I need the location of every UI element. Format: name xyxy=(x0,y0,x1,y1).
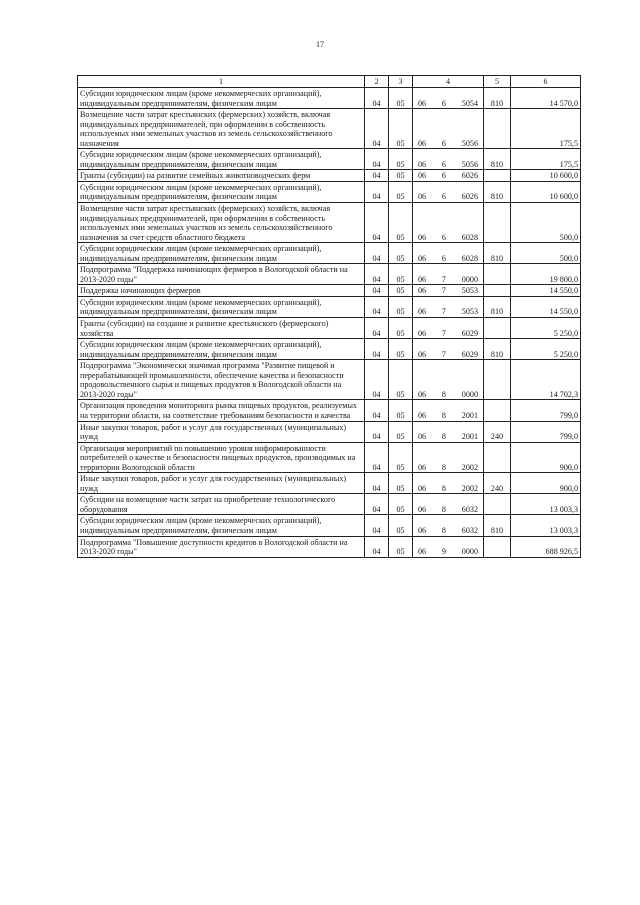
target-article-part: 06 xyxy=(418,389,427,399)
row-name: Субсидии на возмещение части затрат на приобретение технологического оборудования xyxy=(78,494,365,515)
section-code: 04 xyxy=(365,170,389,182)
target-article-part: 8 xyxy=(441,462,446,472)
subsection-code: 05 xyxy=(389,494,413,515)
target-article-code xyxy=(413,318,484,339)
table-row xyxy=(78,296,581,317)
target-article-parts xyxy=(415,139,481,149)
target-article-part: 5053 xyxy=(461,286,478,296)
target-article-part: 8 xyxy=(441,525,446,535)
target-article-part: 2002 xyxy=(461,462,478,472)
row-name: Субсидии юридическим лицам (кроме некоммерческих организаций), индивидуальным предпринимателям, физическим лицам xyxy=(78,296,365,317)
table-row xyxy=(78,181,581,202)
row-name: Организация мероприятий по повышению уровня информированности потребителей о качестве и безопасности пищевых продуктов, производимых на территории Вологодской области xyxy=(78,442,365,473)
table-row xyxy=(78,473,581,494)
row-name: Возмещение части затрат крестьянских (фермерских) хозяйств, включая индивидуальных предпринимателей, при оформлении в собственность используемых ими земельных участков из земель сельскохозяйственного назначения за счет средств областного бюджета xyxy=(78,203,365,243)
target-article-parts xyxy=(415,390,481,400)
amount-cell: 500,0 xyxy=(511,203,581,243)
target-article-parts xyxy=(415,505,481,515)
section-code: 04 xyxy=(365,243,389,264)
target-article-code xyxy=(413,494,484,515)
target-article-part: 06 xyxy=(418,525,427,535)
target-article-code xyxy=(413,285,484,297)
row-name: Субсидии юридическим лицам (кроме некоммерческих организаций), индивидуальным предпринимателям, физическим лицам xyxy=(78,88,365,109)
target-article-part: 06 xyxy=(418,462,427,472)
target-article-part: 5056 xyxy=(461,159,478,169)
target-article-parts xyxy=(415,99,481,109)
table-row xyxy=(78,170,581,182)
table-row xyxy=(78,515,581,536)
table-row xyxy=(78,360,581,400)
section-code: 04 xyxy=(365,88,389,109)
column-header: 3 xyxy=(389,76,413,88)
table-row xyxy=(78,203,581,243)
target-article-part: 6026 xyxy=(461,171,478,181)
amount-cell: 500,0 xyxy=(511,243,581,264)
target-article-code xyxy=(413,515,484,536)
target-article-part: 6028 xyxy=(461,232,478,242)
target-article-part: 06 xyxy=(418,159,427,169)
target-article-parts xyxy=(415,411,481,421)
subsection-code: 05 xyxy=(389,421,413,442)
column-header: 1 xyxy=(78,76,365,88)
target-article-part: 06 xyxy=(418,274,427,284)
subsection-code: 05 xyxy=(389,149,413,170)
table-row xyxy=(78,400,581,421)
target-article-part: 0000 xyxy=(461,389,478,399)
target-article-part: 06 xyxy=(418,98,427,108)
table-row xyxy=(78,339,581,360)
target-article-part: 06 xyxy=(418,410,427,420)
row-name: Субсидии юридическим лицам (кроме некоммерческих организаций), индивидуальным предпринимателям, физическим лицам xyxy=(78,339,365,360)
target-article-code xyxy=(413,339,484,360)
target-article-part: 06 xyxy=(418,138,427,148)
target-article-part: 2001 xyxy=(461,410,478,420)
target-article-part: 6028 xyxy=(461,253,478,263)
row-name: Возмещение части затрат крестьянских (фермерских) хозяйств, включая индивидуальных предпринимателей, при оформлении в собственность используемых ими земельных участков из земель сельскохозяйственного назначения xyxy=(78,109,365,149)
row-name: Субсидии юридическим лицам (кроме некоммерческих организаций), индивидуальным предпринимателям, физическим лицам xyxy=(78,181,365,202)
amount-cell: 175,5 xyxy=(511,149,581,170)
target-article-part: 8 xyxy=(441,483,446,493)
expense-type-code: 810 xyxy=(484,515,511,536)
amount-cell: 14 550,0 xyxy=(511,285,581,297)
section-code: 04 xyxy=(365,296,389,317)
column-header: 5 xyxy=(484,76,511,88)
amount-cell: 19 800,0 xyxy=(511,264,581,285)
expense-type-code xyxy=(484,400,511,421)
target-article-parts xyxy=(415,171,481,181)
target-article-part: 7 xyxy=(441,349,446,359)
subsection-code: 05 xyxy=(389,109,413,149)
target-article-parts xyxy=(415,160,481,170)
expense-type-code: 240 xyxy=(484,473,511,494)
table-row xyxy=(78,264,581,285)
table-row xyxy=(78,243,581,264)
section-code: 04 xyxy=(365,494,389,515)
section-code: 04 xyxy=(365,181,389,202)
section-code: 04 xyxy=(365,360,389,400)
target-article-part: 7 xyxy=(441,286,446,296)
subsection-code: 05 xyxy=(389,264,413,285)
row-name: Организация проведения мониторинга рынка пищевых продуктов, реализуемых на территории области, на соответствие требованиям безопасности и качества xyxy=(78,400,365,421)
expense-type-code: 810 xyxy=(484,149,511,170)
target-article-part: 7 xyxy=(441,307,446,317)
target-article-part: 06 xyxy=(418,432,427,442)
target-article-part: 6032 xyxy=(461,504,478,514)
row-name: Иные закупки товаров, работ и услуг для государственных (муниципальных) нужд xyxy=(78,421,365,442)
subsection-code: 05 xyxy=(389,536,413,557)
table-row xyxy=(78,88,581,109)
expense-type-code: 240 xyxy=(484,421,511,442)
amount-cell: 13 003,3 xyxy=(511,515,581,536)
expense-type-code xyxy=(484,264,511,285)
subsection-code: 05 xyxy=(389,203,413,243)
target-article-part: 8 xyxy=(441,410,446,420)
target-article-code xyxy=(413,473,484,494)
subsection-code: 05 xyxy=(389,88,413,109)
target-article-code xyxy=(413,360,484,400)
row-name: Подпрограмма "Поддержка начинающих фермеров в Вологодской области на 2013-2020 годы" xyxy=(78,264,365,285)
expense-type-code: 810 xyxy=(484,296,511,317)
target-article-parts xyxy=(415,329,481,339)
target-article-part: 5054 xyxy=(461,98,478,108)
section-code: 04 xyxy=(365,264,389,285)
table-row xyxy=(78,421,581,442)
target-article-parts xyxy=(415,307,481,317)
target-article-parts xyxy=(415,526,481,536)
section-code: 04 xyxy=(365,149,389,170)
section-code: 04 xyxy=(365,339,389,360)
amount-cell: 5 250,0 xyxy=(511,318,581,339)
target-article-parts xyxy=(415,484,481,494)
expense-type-code xyxy=(484,494,511,515)
amount-cell: 14 702,3 xyxy=(511,360,581,400)
target-article-part: 8 xyxy=(441,504,446,514)
target-article-code xyxy=(413,109,484,149)
row-name: Поддержка начинающих фермеров xyxy=(78,285,365,297)
target-article-code xyxy=(413,400,484,421)
target-article-part: 0000 xyxy=(461,547,478,557)
target-article-part: 9 xyxy=(441,547,446,557)
expense-type-code: 810 xyxy=(484,339,511,360)
row-name: Подпрограмма "Повышение доступности кредитов в Вологодской области на 2013-2020 годы" xyxy=(78,536,365,557)
amount-cell: 900,0 xyxy=(511,473,581,494)
section-code: 04 xyxy=(365,473,389,494)
target-article-code xyxy=(413,442,484,473)
target-article-code xyxy=(413,88,484,109)
row-name: Гранты (субсидии) на создание и развитие крестьянского (фермерского) хозяйства xyxy=(78,318,365,339)
subsection-code: 05 xyxy=(389,170,413,182)
target-article-code xyxy=(413,243,484,264)
subsection-code: 05 xyxy=(389,473,413,494)
target-article-parts xyxy=(415,192,481,202)
target-article-part: 06 xyxy=(418,192,427,202)
page-number: 17 xyxy=(316,40,324,49)
amount-cell: 799,0 xyxy=(511,421,581,442)
section-code: 04 xyxy=(365,442,389,473)
target-article-code xyxy=(413,181,484,202)
section-code: 04 xyxy=(365,515,389,536)
section-code: 04 xyxy=(365,400,389,421)
target-article-part: 5053 xyxy=(461,307,478,317)
target-article-part: 06 xyxy=(418,504,427,514)
target-article-code xyxy=(413,536,484,557)
column-header: 2 xyxy=(365,76,389,88)
target-article-code xyxy=(413,149,484,170)
target-article-parts xyxy=(415,233,481,243)
subsection-code: 05 xyxy=(389,318,413,339)
target-article-part: 5056 xyxy=(461,138,478,148)
subsection-code: 05 xyxy=(389,339,413,360)
target-article-code xyxy=(413,170,484,182)
amount-cell: 13 003,3 xyxy=(511,494,581,515)
target-article-part: 2002 xyxy=(461,483,478,493)
target-article-part: 7 xyxy=(441,274,446,284)
table-row xyxy=(78,149,581,170)
amount-cell: 900,0 xyxy=(511,442,581,473)
target-article-code xyxy=(413,203,484,243)
target-article-part: 6 xyxy=(441,171,446,181)
expense-type-code xyxy=(484,203,511,243)
target-article-part: 6032 xyxy=(461,525,478,535)
table-row xyxy=(78,442,581,473)
row-name: Субсидии юридическим лицам (кроме некоммерческих организаций), индивидуальным предпринимателям, физическим лицам xyxy=(78,515,365,536)
target-article-code xyxy=(413,421,484,442)
row-name: Субсидии юридическим лицам (кроме некоммерческих организаций), индивидуальным предпринимателям, физическим лицам xyxy=(78,149,365,170)
amount-cell: 5 250,0 xyxy=(511,339,581,360)
table-row xyxy=(78,536,581,557)
expense-type-code xyxy=(484,318,511,339)
target-article-part: 6 xyxy=(441,192,446,202)
expense-type-code: 810 xyxy=(484,88,511,109)
expense-type-code xyxy=(484,285,511,297)
table-row xyxy=(78,494,581,515)
section-code: 04 xyxy=(365,109,389,149)
target-article-part: 6 xyxy=(441,253,446,263)
section-code: 04 xyxy=(365,421,389,442)
subsection-code: 05 xyxy=(389,442,413,473)
column-header: 4 xyxy=(413,76,484,88)
target-article-part: 06 xyxy=(418,171,427,181)
row-name: Иные закупки товаров, работ и услуг для государственных (муниципальных) нужд xyxy=(78,473,365,494)
expense-type-code xyxy=(484,442,511,473)
target-article-part: 7 xyxy=(441,328,446,338)
section-code: 04 xyxy=(365,203,389,243)
section-code: 04 xyxy=(365,536,389,557)
target-article-code xyxy=(413,296,484,317)
target-article-parts xyxy=(415,432,481,442)
amount-cell: 10 600,0 xyxy=(511,181,581,202)
target-article-part: 6029 xyxy=(461,349,478,359)
target-article-part: 0000 xyxy=(461,274,478,284)
subsection-code: 05 xyxy=(389,181,413,202)
target-article-part: 6 xyxy=(441,98,446,108)
target-article-parts xyxy=(415,547,481,557)
target-article-part: 06 xyxy=(418,328,427,338)
expense-type-code xyxy=(484,360,511,400)
column-header: 6 xyxy=(511,76,581,88)
row-name: Субсидии юридическим лицам (кроме некоммерческих организаций), индивидуальным предпринимателям, физическим лицам xyxy=(78,243,365,264)
expense-type-code: 810 xyxy=(484,243,511,264)
row-name: Гранты (субсидии) на развитие семейных животноводческих ферм xyxy=(78,170,365,182)
subsection-code: 05 xyxy=(389,515,413,536)
target-article-parts xyxy=(415,286,481,296)
expense-type-code xyxy=(484,109,511,149)
target-article-part: 06 xyxy=(418,253,427,263)
subsection-code: 05 xyxy=(389,296,413,317)
amount-cell: 14 550,0 xyxy=(511,296,581,317)
expense-type-code: 810 xyxy=(484,181,511,202)
target-article-part: 06 xyxy=(418,547,427,557)
header-row xyxy=(78,76,581,88)
target-article-part: 06 xyxy=(418,349,427,359)
target-article-parts xyxy=(415,350,481,360)
target-article-part: 6 xyxy=(441,138,446,148)
expense-type-code xyxy=(484,170,511,182)
subsection-code: 05 xyxy=(389,360,413,400)
row-name: Подпрограмма "Экономически значимая программа "Развитие пищевой и перерабатывающей промышленности, обеспечение качества и безопасности продовольственного сырья и пищевых продуктов в Вологодской области на 2013-2020 годы" xyxy=(78,360,365,400)
target-article-part: 6026 xyxy=(461,192,478,202)
table-row xyxy=(78,109,581,149)
target-article-parts xyxy=(415,254,481,264)
table-row xyxy=(78,318,581,339)
subsection-code: 05 xyxy=(389,400,413,421)
amount-cell: 10 600,0 xyxy=(511,170,581,182)
expense-type-code xyxy=(484,536,511,557)
target-article-part: 6029 xyxy=(461,328,478,338)
target-article-part: 6 xyxy=(441,232,446,242)
target-article-part: 6 xyxy=(441,159,446,169)
target-article-part: 06 xyxy=(418,483,427,493)
section-code: 04 xyxy=(365,285,389,297)
target-article-code xyxy=(413,264,484,285)
target-article-parts xyxy=(415,463,481,473)
target-article-part: 8 xyxy=(441,432,446,442)
subsection-code: 05 xyxy=(389,243,413,264)
section-code: 04 xyxy=(365,318,389,339)
table-row xyxy=(78,285,581,297)
subsection-code: 05 xyxy=(389,285,413,297)
amount-cell: 14 570,0 xyxy=(511,88,581,109)
target-article-part: 06 xyxy=(418,286,427,296)
amount-cell: 799,0 xyxy=(511,400,581,421)
target-article-parts xyxy=(415,275,481,285)
target-article-part: 2001 xyxy=(461,432,478,442)
amount-cell: 688 926,5 xyxy=(511,536,581,557)
budget-table xyxy=(77,75,581,558)
target-article-part: 06 xyxy=(418,307,427,317)
target-article-part: 06 xyxy=(418,232,427,242)
target-article-part: 8 xyxy=(441,389,446,399)
amount-cell: 175,5 xyxy=(511,109,581,149)
